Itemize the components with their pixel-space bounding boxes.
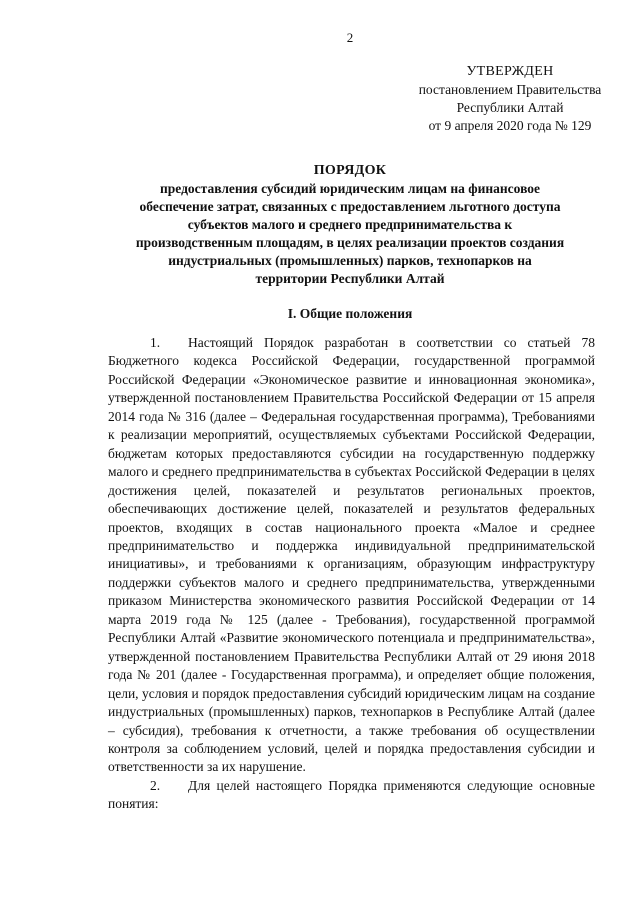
- approval-line: постановлением Правительства: [418, 82, 602, 97]
- title-subtitle-line: индустриальных (промышленных) парков, технопарков на: [168, 253, 532, 268]
- paragraph: [108, 334, 595, 777]
- approval-title: УТВЕРЖДЕН: [466, 64, 554, 79]
- section-heading: I. Общие положения: [287, 306, 413, 321]
- paragraph-text: Для целей настоящего Порядка применяются следующие основные понятия:: [108, 777, 595, 812]
- page-number: 2: [346, 30, 354, 45]
- paragraph-text: Настоящий Порядок разработан в соответствии со статьей 78 Бюджетного кодекса Российской Федерации, государственной программой Российской Федерации «Экономическое развитие и инновационная экономика», утвержденной постановлением Правительства Российской Федерации от 15 апреля 2014 года № 316 (далее – Федеральная государственная программа), Требованиями к реализации мероприятий, осуществляемых субъектами Российской Федерации, бюджетам которых предоставляются субсидии на государственную поддержку малого и среднего предпринимательства в субъектах Российской Федерации в целях достижения целей, показателей и результатов региональных проектов, обеспечивающих достижение целей, показателей и результатов федеральных проектов, входящих в состав национального проекта «Малое и среднее предпринимательство и поддержка индивидуальной предпринимательской инициативы», и требованиями к организациям, образующим инфраструктуру поддержки субъектов малого и среднего предпринимательства, утвержденными приказом Министерства экономического развития Российской Федерации от 14 марта 2019 года № 125 (далее - Требования), государственной программой Республики Алтай «Развитие экономического потенциала и предпринимательства», утвержденной постановлением Правительства Республики Алтай от 29 июня 2018 года № 201 (далее - Государственная программа), и определяет общие положения, цели, условия и порядок предоставления субсидий юридическим лицам на создание индустриальных (промышленных) парков, технопарков в Республике Алтай (далее – субсидия), требования к отчетности, а также требования об осуществлении контроля за соблюдением условий, целей и порядка предоставления субсидии и ответственности за их нарушение.: [108, 335, 595, 775]
- paragraph-number: 2.: [150, 777, 161, 793]
- document-title-block: [100, 162, 600, 288]
- title-subtitle-line: предоставления субсидий юридическим лицам на финансовое: [159, 181, 541, 196]
- document-title: ПОРЯДОК: [313, 163, 387, 178]
- title-subtitle-line: обеспечение затрат, связанных с предоставлением льготного доступа: [139, 199, 561, 214]
- title-subtitle-line: производственным площадям, в целях реализации проектов создания: [135, 235, 565, 250]
- approval-line: Республики Алтай: [456, 100, 564, 115]
- paragraph: [108, 777, 595, 814]
- title-subtitle-line: территории Республики Алтай: [255, 271, 445, 286]
- approval-stamp: [390, 63, 630, 135]
- title-subtitle-line: субъектов малого и среднего предпринимательства к: [187, 217, 513, 232]
- document-body: [108, 334, 595, 814]
- approval-date: от 9 апреля 2020 года № 129: [428, 118, 592, 133]
- paragraph-number: 1.: [150, 335, 161, 350]
